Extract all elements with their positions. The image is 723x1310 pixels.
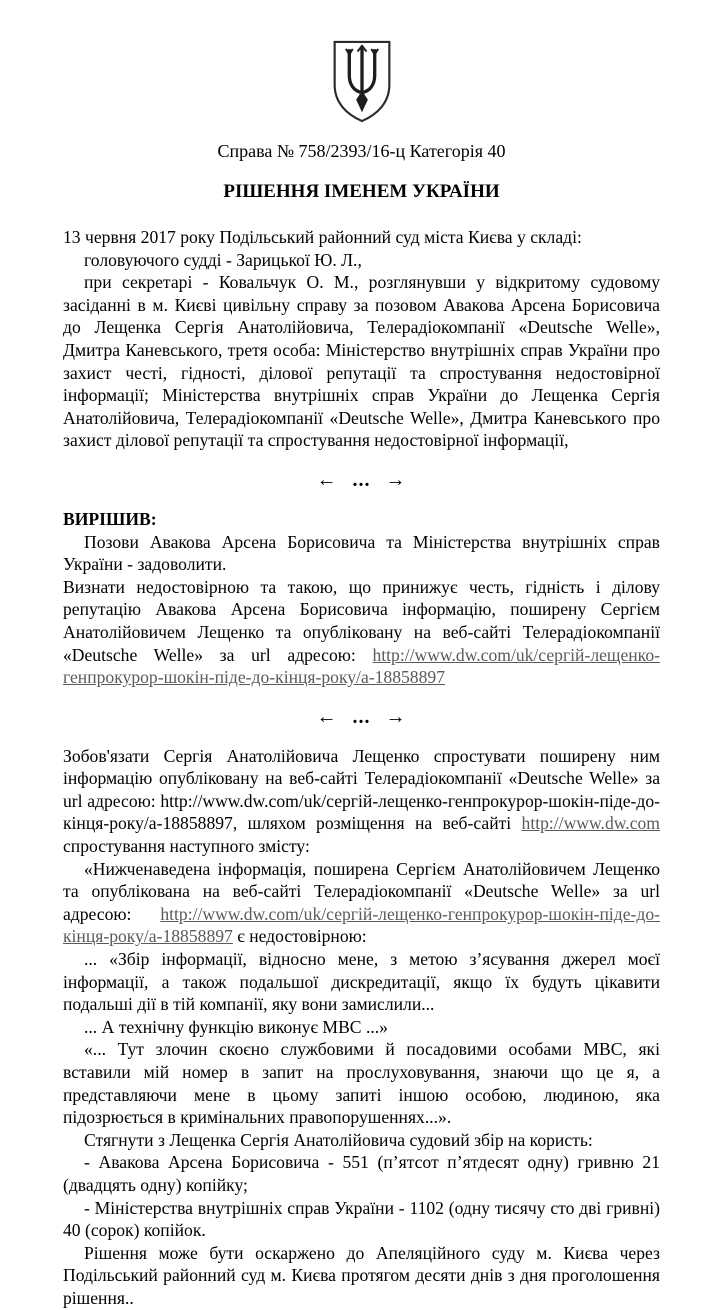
resolution-oblige-paragraph [63,745,660,858]
intro-secretary-paragraph: при секретарі - Ковальчук О. М., розглянувши у відкритому судовому засіданні в м. Києві цивільну справу за позовом Авакова Арсена Борисовича до Лещенка Сергія Анатолійовича, Телерадіокомпанії «Deutsche Welle», Дмитра Каневського, третя особа: Міністерство внутрішніх справ України про захист честі, гідності, ділової репутації та спростування недостовірної інформації; Міністерства внутрішніх справ України до Лещенка Сергія Анатолійовича, Телерадіокомпанії «Deutsche Welle», Дмитра Каневського про захист ділової репутації та спростування недостовірної інформації, [63,272,660,451]
dw-article-url-link[interactable]: http://www.dw.com/uk/сергій-лещенко-генпрокурор-шокін-піде-до-кінця-року/a-18858897 [63,644,660,688]
omitted-text-separator: ← ... → [316,468,407,491]
appeal-notice-paragraph: Рішення може бути оскаржено до Апеляційного суду м. Києва через Подільський районний суд м. Києва протягом десяти днів з дня проголошення рішення.. [63,1242,660,1308]
oblige-text-before: Зобов'язати Сергія Анатолійовича Лещенко спростувати поширену ним інформацію опубліковану на веб-сайті Телерадіокомпанії «Deutsche Welle» за url адресою: http://www.dw.com/uk/сергій-лещенко-генпрокурор-шокін-піде-до-кінця-року/a-18858897, шляхом розміщення на веб-сайті [63,745,660,834]
trident-shield-icon [323,40,401,124]
resolution-statement-paragraph [63,858,660,948]
intro-judge-line: головуючого судді - Зарицької Ю. Л., [84,249,362,270]
quoted-statement-1: ... «Збір інформації, відносно мене, з метою з’ясування джерел моєї інформації, а також подальшої дискредитації, якщо їх будуть цікавити подальші дії в тій компанії, яку вони замислили... [63,949,660,1015]
resolution-heading: ВИРІШИВ: [63,508,157,529]
court-fee-avakov: - Авакова Арсена Борисовича - 551 (п’ятсот п’ятдесят одну) гривню 21 (двадцять одну) копійку; [63,1152,660,1195]
resolution-recognize-paragraph [63,576,660,689]
statement-text-before: «Нижченаведена інформація, поширена Сергієм Анатолійовичем Лещенко та опублікована на веб-сайті Телерадіокомпанії «Deutsche Welle» за url адресою: [63,858,660,924]
quoted-statement-3: «... Тут злочин скоєно службовими й посадовими особами МВС, які вставили мій номер в запит на прослуховування, знаючи що це я, а представляючи мене в цьому запиті іншою особою, людиною, яка підозрюється в кримінальних правопорушеннях...». [63,1039,660,1128]
case-number-line: Справа № 758/2393/16-ц Категорія 40 [217,141,506,161]
resolution-satisfy-paragraph: Позови Авакова Арсена Борисовича та Міністерства внутрішніх справ України - задоволити. [63,531,660,575]
document-body [63,226,660,1310]
court-fees-intro: Стягнути з Лещенка Сергія Анатолійовича судовий збір на користь: [84,1129,593,1150]
court-fee-mvs: - Міністерства внутрішніх справ України - 1102 (одну тисячу сто дві гривні) 40 (сорок) копійок. [63,1197,660,1241]
omitted-text-separator: ← ... → [316,705,407,728]
quoted-statement-2: ... А технічну функцію виконує МВС ...» [84,1016,388,1037]
dw-article-url-link[interactable]: http://www.dw.com/uk/сергій-лещенко-генпрокурор-шокін-піде-до-кінця-року/a-18858897 [63,903,660,947]
dw-site-url-link[interactable]: http://www.dw.com [521,813,660,834]
statement-text-after: є недостовірною: [232,926,367,947]
ukraine-trident-emblem [323,40,401,124]
oblige-text-after: спростування наступного змісту: [63,836,310,857]
document-title: РІШЕННЯ ІМЕНЕМ УКРАЇНИ [223,181,500,202]
recognize-text: Визнати недостовірною та такою, що принижує честь, гідність і ділову репутацію Авакова Арсена Борисовича інформацію, поширену Сергієм Анатолійовичем Лещенко та опубліковану на веб-сайті Телерадіокомпанії «Deutsche Welle» за url адресою: [63,576,660,665]
intro-date-court-line: 13 червня 2017 року Подільський районний суд міста Києва у складі: [63,227,582,247]
